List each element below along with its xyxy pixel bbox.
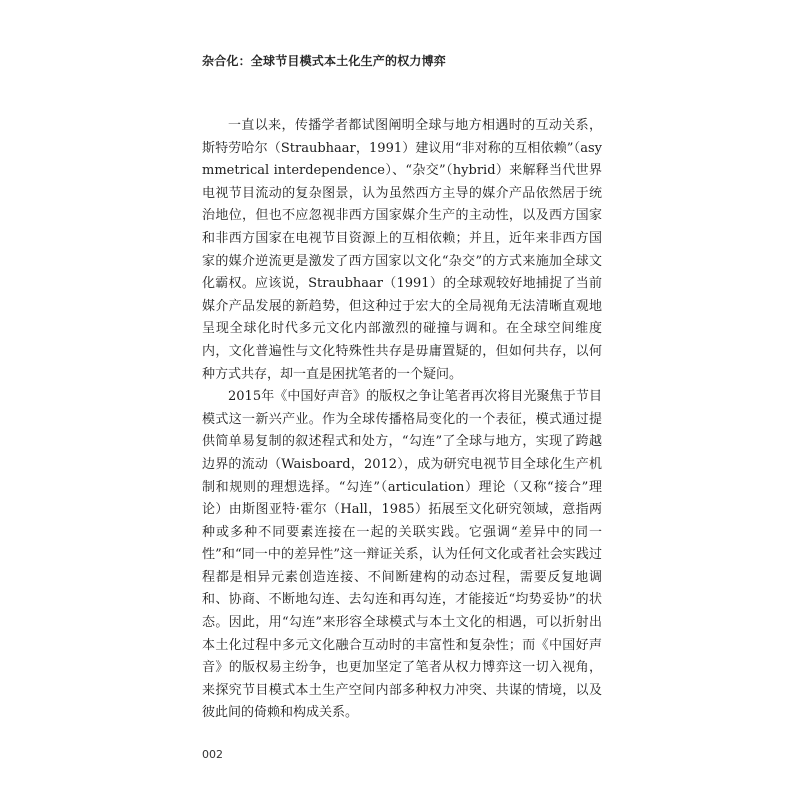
running-header-title: 杂合化：全球节目模式本土化生产的权力博弈: [202, 54, 447, 68]
body-text: [202, 115, 602, 725]
paragraph-2: 2015年《中国好声音》的版权之争让笔者再次将目光聚焦于节目模式这一新兴产业。作为全球传播格局变化的一个表征，模式通过提供简单易复制的叙述程式和处方，“勾连”了全球与地方，实现了跨越边界的流动（Waisboard，2012），成为研究电视节目全球化生产机制和规则的理想选择。“勾连”（articulation）理论（又称“接合”理论）由斯图亚特·霍尔（Hall，1985）拓展至文化研究领域，意指两种或多种不同要素连接在一起的关联实践。它强调“差异中的同一性”和“同一中的差异性”这一辩证关系，认为任何文化或者社会实践过程都是相异元素创造连接、不间断建构的动态过程，需要反复地调和、协商、不断地勾连、去勾连和再勾连，才能接近“均势妥协”的状态。因此，用“勾连”来形容全球模式与本土文化的相遇，可以折射出本土化过程中多元文化融合互动时的丰富性和复杂性；而《中国好声音》的版权易主纷争，也更加坚定了笔者从权力博弈这一切入视角，来探究节目模式本土生产空间内部多种权力冲突、共谋的情境，以及彼此间的倚赖和构成关系。: [202, 389, 602, 721]
paragraph-1: 一直以来，传播学者都试图阐明全球与地方相遇时的互动关系，斯特劳哈尔（Straubhaar，1991）建议用“非对称的互相依赖”（asymmetrical interdependence）、“杂交”（hybrid）来解释当代世界电视节目流动的复杂图景，认为虽然西方主导的媒介产品依然居于统治地位，但也不应忽视非西方国家媒介生产的主动性，以及西方国家和非西方国家在电视节目资源上的互相依赖；并且，近年来非西方国家的媒介逆流更是激发了西方国家以文化“杂交”的方式来施加全球文化霸权。应该说，Straubhaar（1991）的全球观较好地捕捉了当前媒介产品发展的新趋势，但这种过于宏大的全局视角无法清晰直观地呈现全球化时代多元文化内部激烈的碰撞与调和。在全球空间维度内，文化普遍性与文化特殊性共存是毋庸置疑的，但如何共存，以何种方式共存，却一直是困扰笔者的一个疑问。: [202, 118, 602, 382]
page-number: 002: [202, 748, 223, 761]
